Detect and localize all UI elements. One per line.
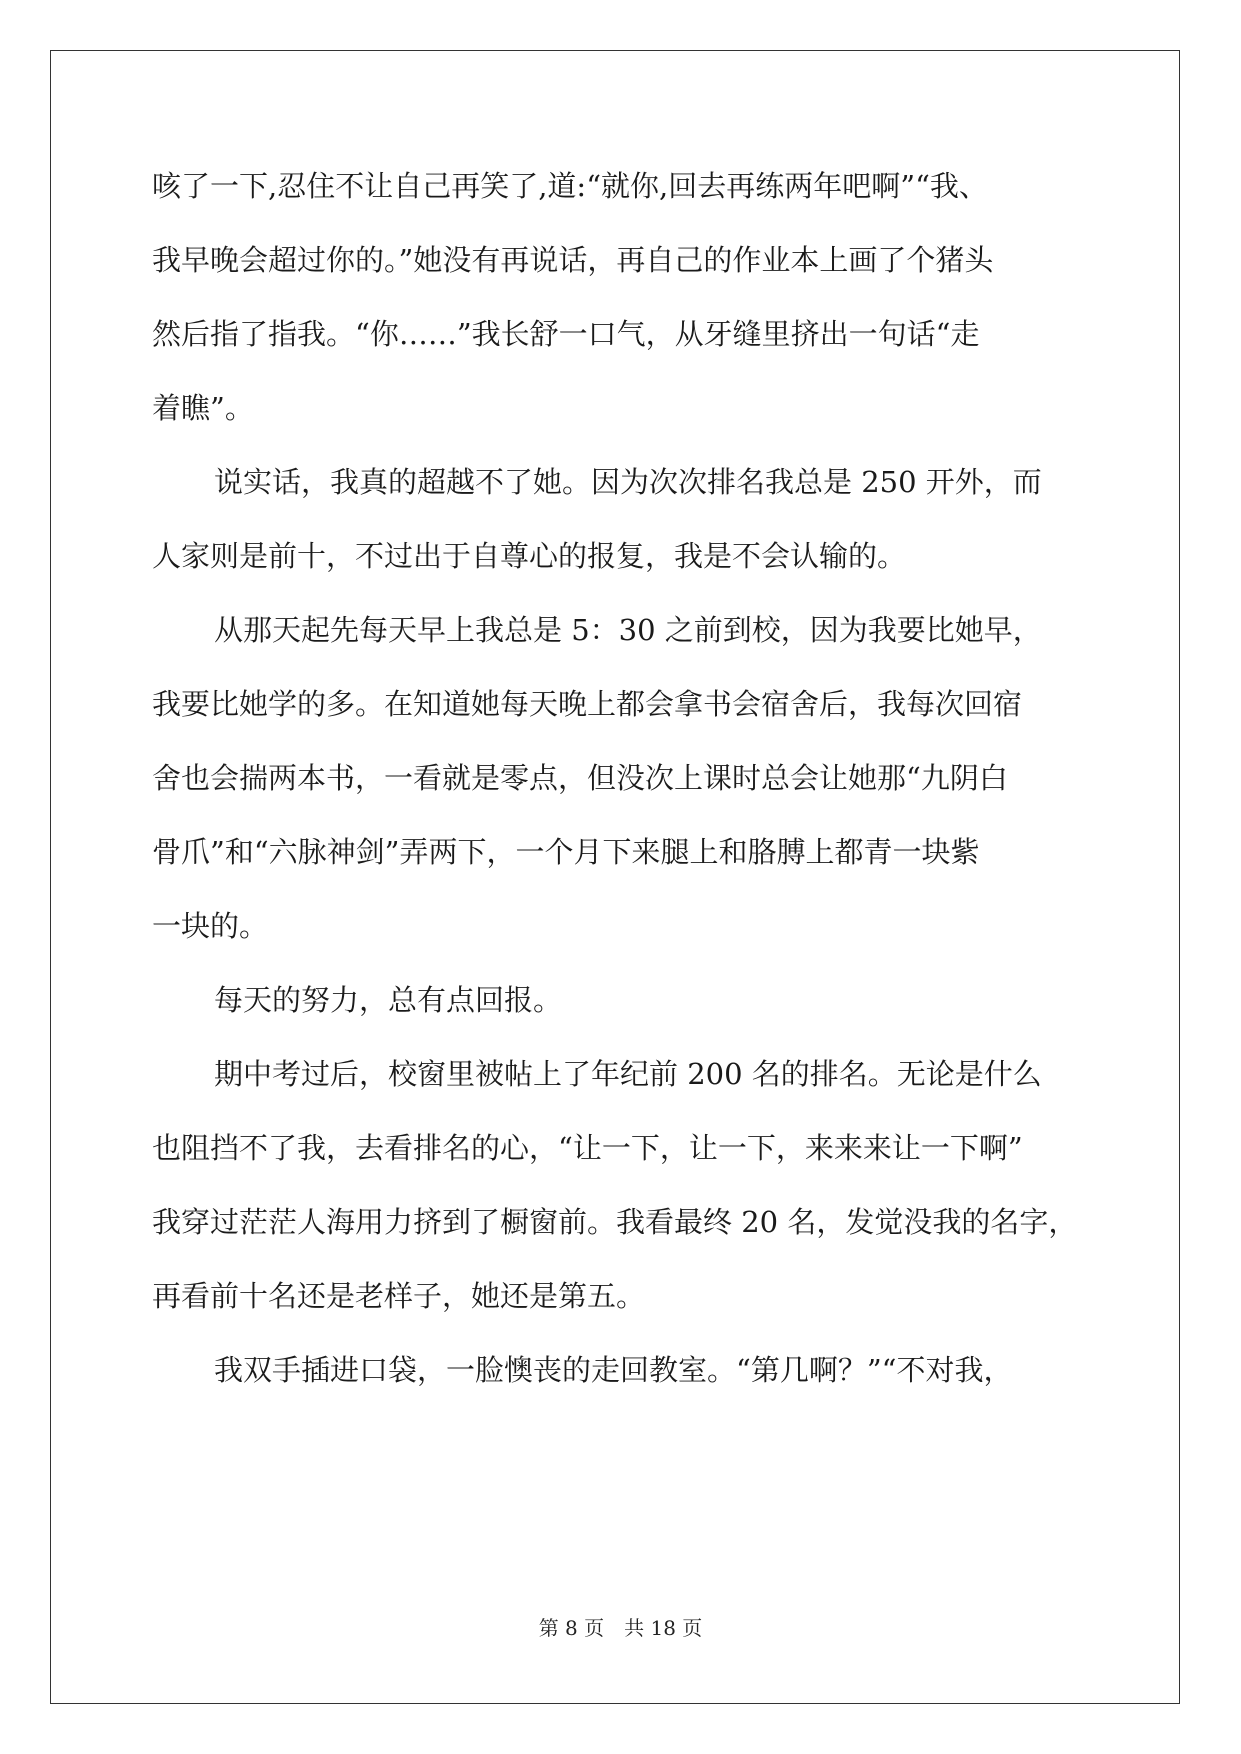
- paragraph-first-line: 我双手插进口袋，一脸懊丧的走回教室。“第几啊？”“不对我，: [214, 1353, 1013, 1387]
- text-line: 着瞧”。: [152, 391, 254, 425]
- text-line: 人家则是前十，不过出于自尊心的报复，我是不会认输的。: [152, 539, 907, 573]
- text-line: 骨爪”和“六脉神剑”弄两下，一个月下来腿上和胳膊上都青一块紫: [152, 835, 980, 869]
- text-line: 咳了一下,忍住不让自己再笑了,道:“就你,回去再练两年吧啊”“我、: [152, 169, 988, 203]
- paragraph-first-line: 从那天起先每天早上我总是 5：30 之前到校，因为我要比她早，: [214, 613, 1042, 647]
- text-line: 也阻挡不了我，去看排名的心，“让一下，让一下，来来来让一下啊”: [152, 1131, 1023, 1165]
- text-line: 再看前十名还是老样子，她还是第五。: [152, 1279, 646, 1313]
- paragraph-first-line: 期中考过后，校窗里被帖上了年纪前 200 名的排名。无论是什么: [214, 1057, 1042, 1091]
- text-line: 舍也会揣两本书，一看就是零点，但没次上课时总会让她那“九阴白: [152, 761, 1008, 795]
- paragraph-first-line: 说实话，我真的超越不了她。因为次次排名我总是 250 开外，而: [214, 465, 1042, 499]
- text-line: 然后指了指我。“你……”我长舒一口气，从牙缝里挤出一句话“走: [152, 317, 980, 351]
- text-line: 我穿过茫茫人海用力挤到了橱窗前。我看最终 20 名，发觉没我的名字，: [152, 1205, 1078, 1239]
- text-line: 我要比她学的多。在知道她每天晚上都会拿书会宿舍后，我每次回宿: [152, 687, 1023, 721]
- text-line: 我早晚会超过你的。”她没有再说话，再自己的作业本上画了个猪头: [152, 243, 994, 277]
- page-border: [50, 50, 1180, 1704]
- paragraph-first-line: 每天的努力，总有点回报。: [214, 983, 563, 1017]
- text-line: 一块的。: [152, 909, 269, 943]
- page-number-footer: 第 8 页 共 18 页: [538, 1616, 703, 1640]
